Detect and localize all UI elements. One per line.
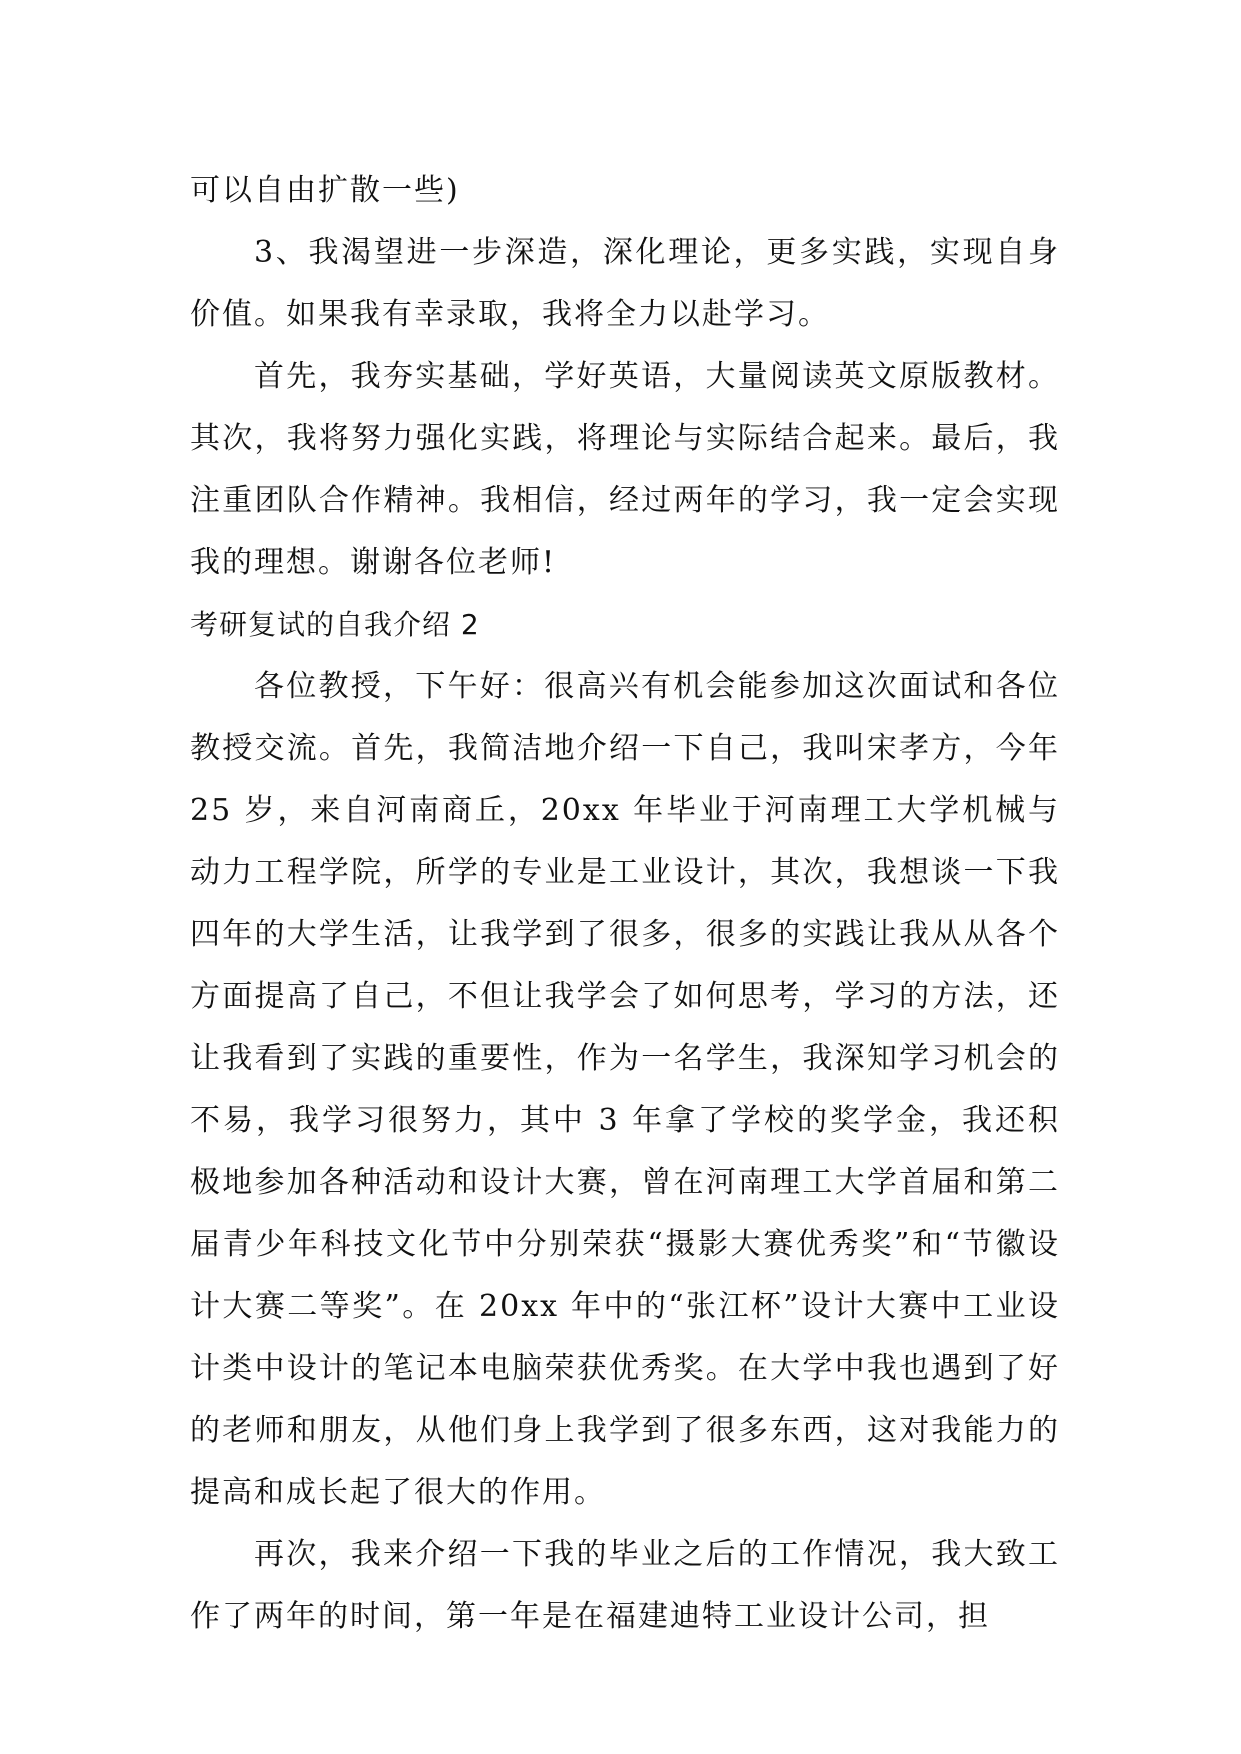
- paragraph-2: 3、我渴望进一步深造，深化理论，更多实践，实现自身价值。如果我有幸录取，我将全力以赴学习。: [190, 235, 1060, 332]
- paragraph-1: 可以自由扩散一些): [190, 173, 460, 208]
- paragraph-5: 再次，我来介绍一下我的毕业之后的工作情况，我大致工作了两年的时间，第一年是在福建迪特工业设计公司，担: [190, 1537, 1060, 1634]
- paragraph-4: 各位教授，下午好：很高兴有机会能参加这次面试和各位教授交流。首先，我简洁地介绍一下自己，我叫宋孝方，今年 25 岁，来自河南商丘，20xx 年毕业于河南理工大学机械与动力工程学院，所学的专业是工业设计，其次，我想谈一下我四年的大学生活，让我学到了很多，很多的实践让我从从各个方面提高了自己，不但让我学会了如何思考，学习的方法，还让我看到了实践的重要性，作为一名学生，我深知学习机会的不易，我学习很努力，其中 3 年拿了学校的奖学金，我还积极地参加各种活动和设计大赛，曾在河南理工大学首届和第二届青少年科技文化节中分别荣获“摄影大赛优秀奖”和“节徽设计大赛二等奖”。在 20xx 年中的“张江杯”设计大赛中工业设计类中设计的笔记本电脑荣获优秀奖。在大学中我也遇到了好的老师和朋友，从他们身上我学到了很多东西，这对我能力的提高和成长起了很大的作用。: [190, 669, 1060, 1510]
- section-heading: 考研复试的自我介绍 2: [190, 608, 480, 641]
- paragraph-3: 首先，我夯实基础，学好英语，大量阅读英文原版教材。其次，我将努力强化实践，将理论与实际结合起来。最后，我注重团队合作精神。我相信，经过两年的学习，我一定会实现我的理想。谢谢各位老师!: [190, 359, 1060, 580]
- document-body: [190, 160, 1060, 1648]
